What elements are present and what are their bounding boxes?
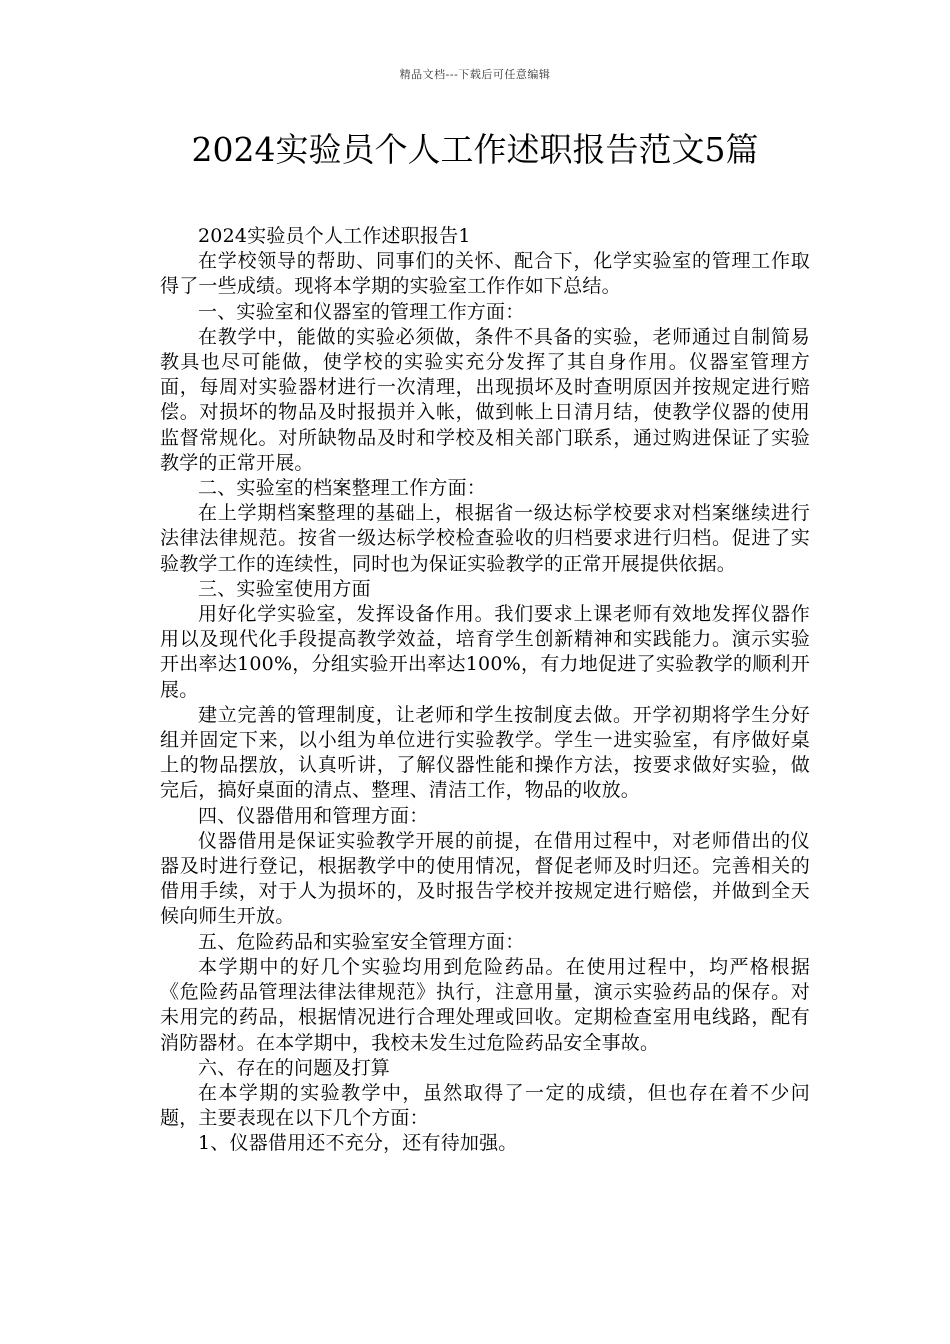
section-heading: 三、实验室使用方面 <box>198 577 371 600</box>
header-note: 精品文档---下载后可任意编辑 <box>399 68 551 81</box>
section-heading: 二、实验室的档案整理工作方面： <box>198 477 487 500</box>
document-body <box>160 224 810 1157</box>
paragraph: 用好化学实验室，发挥设备作用。我们要求上课老师有效地发挥仪器作用以及现代化手段提高教学效益，培育学生创新精神和实践能力。演示实验开出率达100%，分组实验开出率达100%，有力地促进了实验教学的顺利开展。 <box>160 603 810 701</box>
paragraph: 在上学期档案整理的基础上，根据省一级达标学校要求对档案继续进行法律法律规范。按省一级达标学校检查验收的归档要求进行归档。促进了实验教学工作的连续性，同时也为保证实验教学的正常开展提供依据。 <box>160 502 810 575</box>
paragraph: 在教学中，能做的实验必须做，条件不具备的实验，老师通过自制简易教具也尽可能做，使学校的实验实充分发挥了其自身作用。仪器室管理方面，每周对实验器材进行一次清理，出现损坏及时查明原因并按规定进行赔偿。对损坏的物品及时报损并入帐，做到帐上日清月结，使教学仪器的使用监督常规化。对所缺物品及时和学校及相关部门联系，通过购进保证了实验教学的正常开展。 <box>160 325 810 474</box>
document-title: 2024实验员个人工作述职报告范文5篇 <box>191 130 759 169</box>
section-heading: 四、仪器借用和管理方面： <box>198 804 429 827</box>
paragraph: 在本学期的实验教学中，虽然取得了一定的成绩，但也存在着不少问题，主要表现在以下几个方面： <box>160 1081 810 1130</box>
list-item: 1、仪器借用还不充分，还有待加强。 <box>198 1132 518 1155</box>
section-heading: 一、实验室和仪器室的管理工作方面： <box>198 300 525 323</box>
section-heading: 六、存在的问题及打算 <box>198 1056 391 1079</box>
paragraph: 在学校领导的帮助、同事们的关怀、配合下，化学实验室的管理工作取得了一些成绩。现将本学期的实验室工作作如下总结。 <box>160 250 810 298</box>
paragraph: 仪器借用是保证实验教学开展的前提，在借用过程中，对老师借出的仪器及时进行登记，根据教学中的使用情况，督促老师及时归还。完善相关的借用手续，对于人为损坏的，及时报告学校并按规定进行赔偿，并做到全天候向师生开放。 <box>160 829 810 928</box>
section-heading: 五、危险药品和实验室安全管理方面： <box>198 930 525 953</box>
paragraph: 建立完善的管理制度，让老师和学生按制度去做。开学初期将学生分好组并固定下来，以小组为单位进行实验教学。学生一进实验室，有序做好桌上的物品摆放，认真听讲，了解仪器性能和操作方法，按要求做好实验，做完后，搞好桌面的清点、整理、清洁工作，物品的收放。 <box>160 703 810 802</box>
paragraph: 本学期中的好几个实验均用到危险药品。在使用过程中，均严格根据《危险药品管理法律法律规范》执行，注意用量，演示实验药品的保存。对未用完的药品，根据情况进行合理处理或回收。定期检查室用电线路，配有消防器材。在本学期中，我校未发生过危险药品安全事故。 <box>160 955 810 1054</box>
report-subtitle: 2024实验员个人工作述职报告1 <box>198 225 471 247</box>
